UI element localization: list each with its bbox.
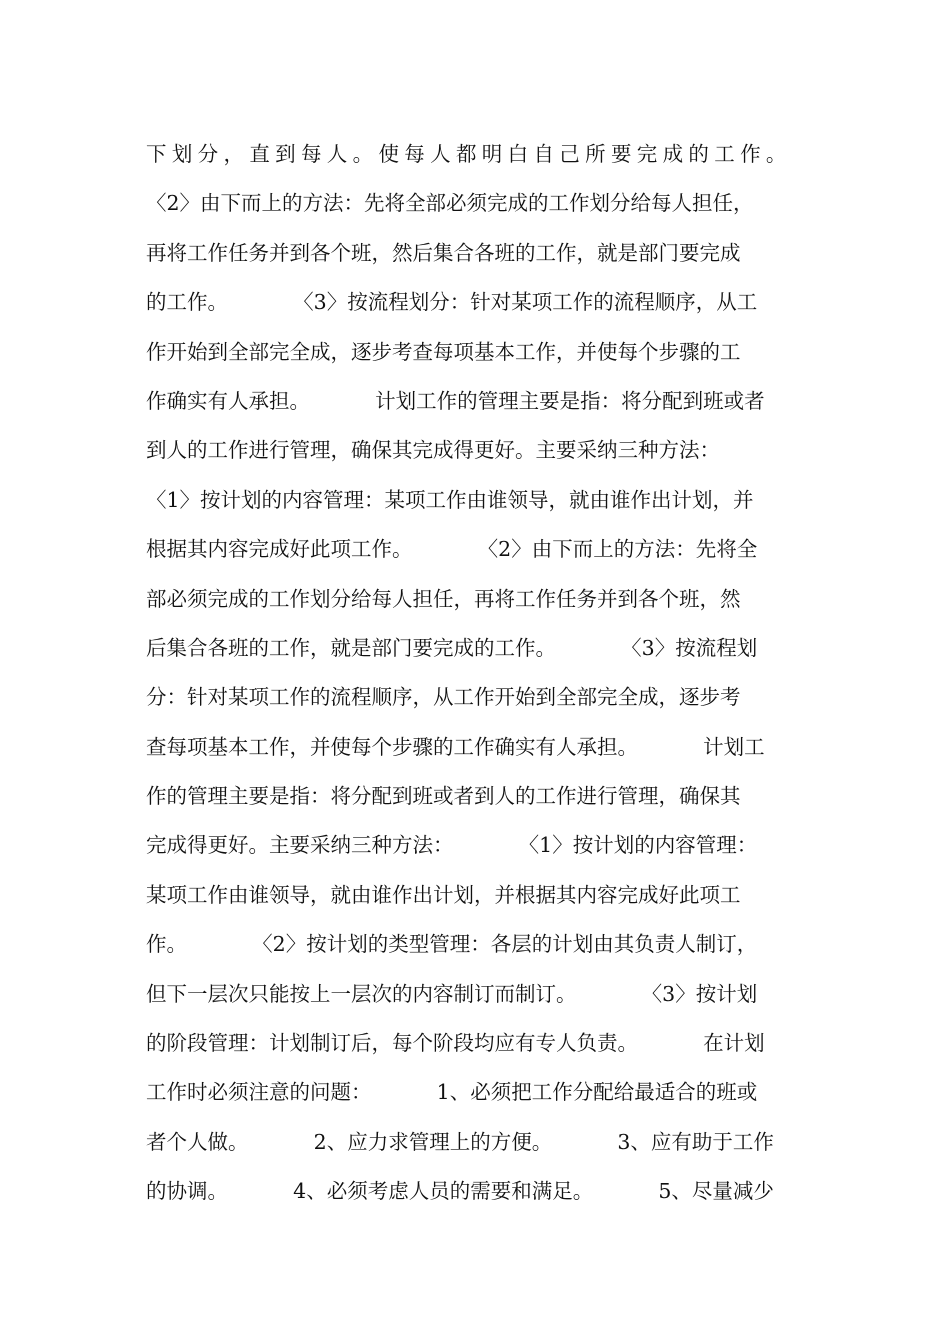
text-line: 作的管理主要是指：将分配到班或者到人的工作进行管理，确保其 [146,784,741,809]
text-line: 工作时必须注意的问题： 1、必须把工作分配给最适合的班或 [146,1080,758,1105]
text-line: 作开始到全部完全成，逐步考查每项基本工作，并使每个步骤的工 [146,339,741,364]
text-line: 下划分，直到每人。使每人都明白自己所要完成的工作。 [146,142,792,166]
text-line: 查每项基本工作，并使每个步骤的工作确实有人承担。 计划工 [146,734,765,759]
text-line: 某项工作由谁领导，就由谁作出计划，并根据其内容完成好此项工 [146,882,741,907]
text-line: 根据其内容完成好此项工作。 〈2〉由下而上的方法：先将全 [146,537,758,562]
text-line: 后集合各班的工作，就是部门要完成的工作。 〈3〉按流程划 [146,635,758,660]
text-line: 但下一层次只能按上一层次的内容制订而制订。 〈3〉按计划 [146,981,758,1006]
text-line: 部必须完成的工作划分给每人担任，再将工作任务并到各个班，然 [146,586,741,611]
text-line: 〈2〉由下而上的方法：先将全部必须完成的工作划分给每人担任， [146,191,754,216]
text-line: 作。 〈2〉按计划的类型管理：各层的计划由其负责人制订， [146,932,758,957]
text-line: 〈1〉按计划的内容管理：某项工作由谁领导，就由谁作出计划，并 [146,487,754,512]
text-line: 作确实有人承担。 计划工作的管理主要是指：将分配到班或者 [146,388,765,413]
text-line: 者个人做。 2、应力求管理上的方便。 3、应有助于工作 [146,1129,774,1154]
text-line: 分：针对某项工作的流程顺序，从工作开始到全部完全成，逐步考 [146,685,741,710]
text-line: 到人的工作进行管理，确保其完成得更好。主要采纳三种方法： [146,438,720,463]
text-line: 的协调。 4、必须考虑人员的需要和满足。 5、尽量减少 [146,1179,774,1204]
text-line: 完成得更好。主要采纳三种方法： 〈1〉按计划的内容管理： [146,833,758,858]
body-text [146,130,808,1217]
text-line: 的工作。 〈3〉按流程划分：针对某项工作的流程顺序，从工 [146,290,758,315]
text-line: 的阶段管理：计划制订后，每个阶段均应有专人负责。 在计划 [146,1031,765,1056]
text-line: 再将工作任务并到各个班，然后集合各班的工作，就是部门要完成 [146,240,741,265]
